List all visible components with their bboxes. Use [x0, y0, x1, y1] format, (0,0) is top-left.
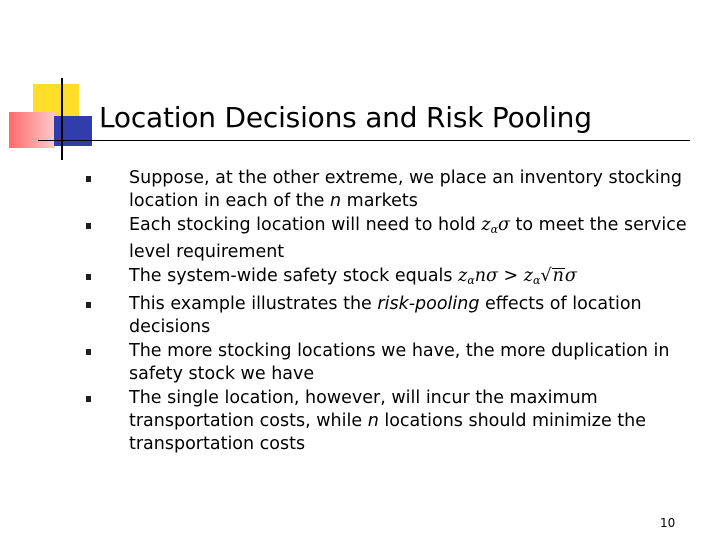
- formula-z: z: [523, 266, 534, 286]
- formula-sigma: σ: [498, 215, 510, 235]
- bullet-item: [84, 293, 704, 339]
- bullet-text: Suppose, at the other extreme, we place an inventory stocking location in each of the: [129, 168, 682, 211]
- bullet-text: to meet the service level requirement: [129, 215, 687, 262]
- formula-alpha: α: [533, 274, 541, 287]
- bullet-text: This example illustrates the: [129, 294, 378, 314]
- bullet-text: The more stocking locations we have, the more duplication in safety stock we have: [129, 341, 670, 384]
- bullet-marker-icon: [86, 302, 91, 308]
- logo-blue-square: [54, 116, 92, 146]
- bullet-emphasis: risk-pooling: [377, 294, 480, 314]
- formula-alpha: α: [467, 274, 475, 287]
- bullet-item: [84, 387, 704, 456]
- bullet-text: The single location, however, will incur the maximum transportation costs, while: [129, 388, 598, 431]
- slide-title: Location Decisions and Risk Pooling: [99, 101, 592, 134]
- title-underline: [38, 140, 690, 141]
- bullet-item: [84, 265, 704, 292]
- formula-radicand: n: [552, 266, 564, 286]
- bullet-item: [84, 340, 704, 386]
- bullet-marker-icon: [86, 396, 91, 402]
- bullet-text: markets: [341, 191, 418, 211]
- bullet-text: effects of location decisions: [129, 294, 642, 337]
- formula-z: z: [458, 266, 468, 286]
- bullet-emphasis: n: [367, 411, 379, 431]
- bullet-marker-icon: [86, 176, 91, 182]
- bullet-list: [84, 167, 704, 456]
- bullet-marker-icon: [86, 223, 91, 229]
- formula-z: z: [481, 215, 491, 235]
- logo-vertical-line: [61, 78, 63, 160]
- bullet-item: [84, 167, 704, 213]
- bullet-text: locations should minimize the transportation costs: [129, 411, 647, 454]
- page-number: 10: [660, 516, 676, 530]
- formula-alpha: α: [490, 223, 499, 236]
- bullet-item: [84, 214, 704, 264]
- logo-red-square: [9, 112, 55, 148]
- formula-radical-sign: √: [540, 266, 552, 286]
- formula-sigma: σ: [564, 266, 577, 286]
- bullet-emphasis: n: [330, 191, 342, 211]
- slide-logo-decoration: [0, 0, 110, 170]
- bullet-marker-icon: [86, 349, 91, 355]
- formula-greater-than: >: [497, 266, 524, 286]
- formula-n-sigma: nσ: [474, 266, 498, 286]
- bullet-text: Each stocking location will need to hold: [129, 215, 482, 235]
- bullet-text: The system-wide safety stock equals: [129, 266, 459, 286]
- bullet-marker-icon: [86, 274, 91, 280]
